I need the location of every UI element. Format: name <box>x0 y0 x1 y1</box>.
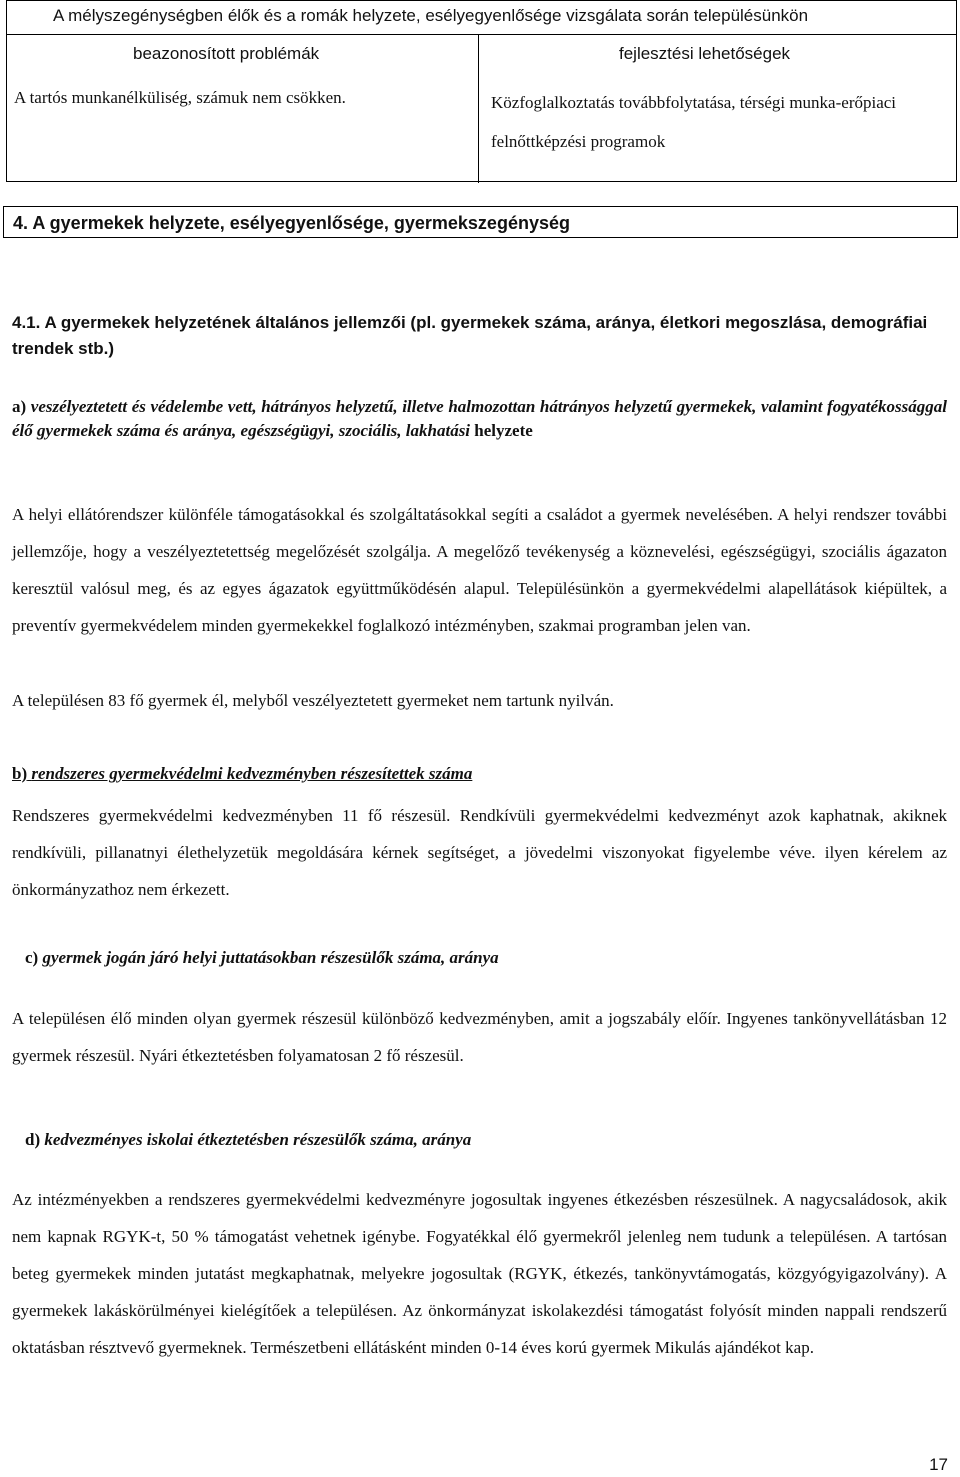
header-development: fejlesztési lehetőségek <box>619 44 791 63</box>
table-row <box>7 83 956 183</box>
item-a-body: A helyi ellátórendszer különféle támogatásokkal és szolgáltatásokkal segíti a családot a gyermek nevelésében. A helyi rendszer további jellemzője, hogy a veszélyeztetettség megelőzését szolgálja. A megelőző tevékenység a köznevelési, egészségügyi, szociális ágazaton keresztül valósul meg, és az egyes ágazatok együttműködésén alapul. Településünkön a gyermekvédelmi alapellátások kiépültek, a preventív gyermekvédelem minden gyermekekkel foglalkozó intézményben, szakmai programban jelen van. <box>12 505 947 635</box>
item-c-letter: c) <box>25 948 39 967</box>
item-d-body: Az intézményekben a rendszeres gyermekvédelmi kedvezményre jogosultak ingyenes étkezésben részesülnek. A nagycsaládosok, akik nem kapnak RGYK-t, 50 % támogatást vehetnek igénybe. Fogyatékkal élő gyermekről jelenleg nem tudunk a településen. A tartósan beteg gyermekek minden jutatást megkaphatnak, melyekre jogosultak (RGYK, étkezés, tankönyvtámogatás, közgyógyigazolvány). A gyermekek lakáskörülményei kielégítőek a településen. Az önkormányzat iskolakezdési támogatást folyósít minden nappali rendszerű oktatásban résztvevő gyermeknek. Természetbeni ellátásként minden 0-14 éves korú gyermek Mikulás ajándékot kap. <box>12 1190 947 1357</box>
item-a-letter: a) <box>12 397 27 416</box>
item-c-heading <box>25 946 960 970</box>
item-b-heading <box>12 762 947 786</box>
item-d-heading <box>25 1128 960 1152</box>
item-c-title: gyermek jogán járó helyi juttatásokban részesülők száma, aránya <box>42 948 499 967</box>
table-header-row <box>7 35 956 83</box>
item-d-title: kedvezményes iskolai étkeztetésben részesülők száma, aránya <box>44 1130 472 1149</box>
item-a-heading <box>12 395 947 443</box>
problems-table <box>6 0 957 182</box>
cell-problem: A tartós munkanélküliség, számuk nem csökken. <box>7 83 479 183</box>
item-d-letter: d) <box>25 1130 41 1149</box>
item-b-body: Rendszeres gyermekvédelmi kedvezményben 11 fő részesül. Rendkívüli gyermekvédelmi kedvezményt azok kaphatnak, akiknek rendkívüli, pillanatnyi élethelyzetük megoldására kérnek segítséget, a jövedelmi viszonyokat figyelembe véve. ilyen kérelem az önkormányzathoz nem érkezett. <box>12 806 947 899</box>
item-a-title: veszélyeztetett és védelembe vett, hátrányos helyzetű, illetve halmozottan hátrányos helyzetű gyermekek, valamint fogyatékossággal élő gyermekek száma és aránya, egészségügyi, szociális, lakhatási <box>12 397 947 440</box>
item-c-body: A településen élő minden olyan gyermek részesül különböző kedvezményben, amit a jogszabály előír. Ingyenes tankönyvellátásban 12 gyermek részesül. Nyári étkeztetésben folyamatosan 2 fő részesül. <box>12 1009 947 1065</box>
item-a-title-tail: helyzete <box>474 421 533 440</box>
section-title: 4. A gyermekek helyzete, esélyegyenlősége, gyermekszegénység <box>3 206 958 238</box>
item-b-letter: b) <box>12 764 28 783</box>
table-title: A mélyszegénységben élők és a romák helyzete, esélyegyenlősége vizsgálata során településünkön <box>7 0 956 35</box>
cell-development: Közfoglalkoztatás továbbfolytatása, térségi munka-erőpiaci felnőttképzési programok <box>491 93 897 151</box>
subsection-title: 4.1. A gyermekek helyzetének általános jellemzői (pl. gyermekek száma, aránya, életkori megoszlása, demográfiai trendek stb.) <box>12 313 928 358</box>
page-number: 17 <box>929 1455 948 1474</box>
item-a-body2: A településen 83 fő gyermek él, melyből veszélyeztetett gyermeket nem tartunk nyilván. <box>12 691 614 710</box>
item-b-title: rendszeres gyermekvédelmi kedvezményben részesítettek száma <box>31 764 473 783</box>
header-problems: beazonosított problémák <box>7 35 479 83</box>
